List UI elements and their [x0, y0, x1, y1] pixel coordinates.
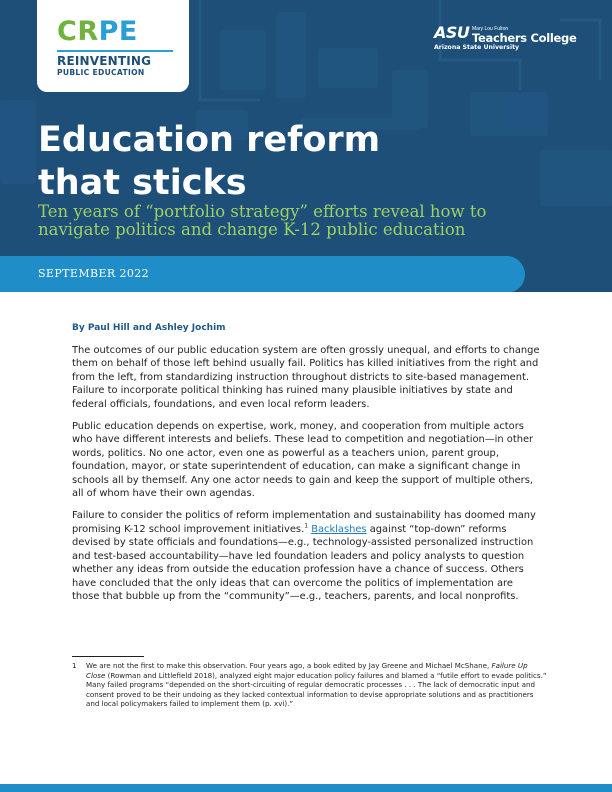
date-band [0, 256, 525, 292]
paragraph-3-text-b: against “top-down” reforms devised by state officials and foundations—e.g., technology-assisted personalized instruction and test-based accountability—have led foundation leaders and policy analysts to question whether any ideas from outside the education profession have a chance of success. Others have concluded that the only ideas that can overcome the politics of implementation are those that bubble up from the “community”—e.g., teachers, parents, and local nonprofits. [72, 523, 534, 602]
paragraph-3-text-a: Failure to consider the politics of reform implementation and sustainability has doomed many promising K-12 school improvement initiatives. [72, 510, 536, 535]
footnote-number: 1 [72, 661, 77, 670]
header-banner [0, 0, 612, 292]
author-byline: By Paul Hill and Ashley Jochim [72, 323, 226, 333]
crpe-tagline-reinventing: REINVENTING [57, 54, 152, 68]
paragraph-1: The outcomes of our public education system are often grossly unequal, and efforts to change them on behalf of those left behind usually fail. Politics has killed initiatives from the right and from the left, from standardizing instruction throughout districts to site-based management. Failure to incorporate political thinking has ruined many plausible initiatives by state and federal officials, foundations, and even local reform leaders. [72, 345, 540, 410]
article-body [72, 344, 542, 612]
footnote-1 [72, 661, 548, 709]
footnote-reference-1[interactable]: 1 [304, 522, 309, 530]
asu-mark: ASU [434, 23, 470, 42]
asu-mary-lou-fulton: Mary Lou Fulton [472, 26, 509, 32]
asu-teachers-college-logo [434, 24, 584, 58]
report-title: Education reform that sticks [38, 120, 381, 203]
crpe-logo [37, 0, 189, 92]
asu-university-name: Arizona State University [434, 44, 520, 51]
crpe-tagline-public-education: PUBLIC EDUCATION [57, 68, 145, 77]
footnote-book-title: Failure Up Close [86, 661, 528, 680]
paragraph-3 [72, 509, 542, 603]
asu-teachers-college: Teachers College [472, 31, 577, 45]
footer-bar [0, 784, 612, 792]
report-subtitle: Ten years of “portfolio strategy” efforts reveal how to navigate politics and change K-12 public education [38, 202, 487, 239]
footnote-divider [72, 656, 144, 657]
paragraph-2: Public education depends on expertise, work, money, and cooperation from multiple actors who have different interests and beliefs. These lead to competition and negotiation—in other words, politics. No one actor, even one as powerful as a teachers union, parent group, foundation, mayor, or state superintendent of education, can make a significant change in schools all by themself. Any one actor needs to gain and keep the support of multiple others, all of whom have their own agendas. [72, 421, 534, 500]
crpe-wordmark: CRPE [57, 16, 138, 47]
backlashes-link[interactable]: Backlashes [311, 523, 367, 535]
crpe-logo-rule [57, 50, 173, 52]
publication-date: SEPTEMBER 2022 [38, 267, 150, 280]
footnote-text: We are not the first to make this observation. Four years ago, a book edited by Jay Greene and Michael McShane, Failure Up Close (Rowman and Littlefield 2018), analyzed eight major education policy failures and blamed a “futile effort to evade politics.” Many failed programs “depended on the short-circuiting of regular democratic processes . . . The lack of democratic input and consent proved to be their undoing as they lacked contextual information to devise appropriate solutions and as practitioners and local policymakers failed to implement them (p. xvi).” [86, 661, 547, 709]
